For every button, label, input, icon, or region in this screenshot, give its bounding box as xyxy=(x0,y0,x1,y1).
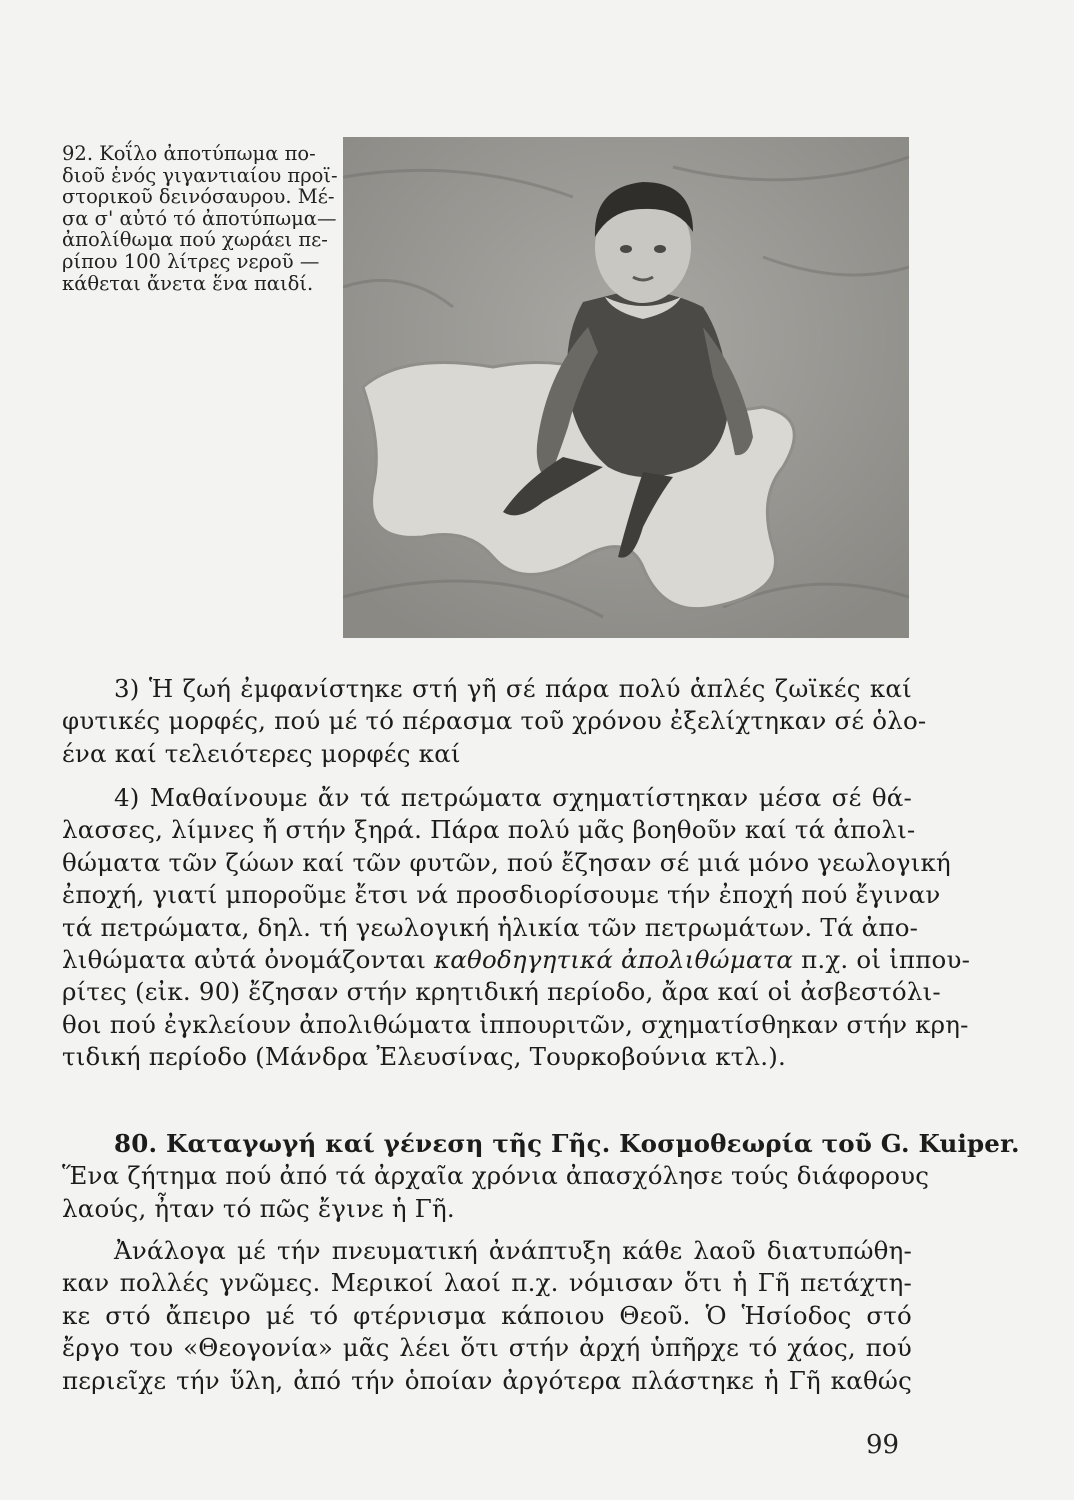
caption-line: ρίπου 100 λίτρες νεροῦ — xyxy=(62,249,320,273)
section-heading: 80. Καταγωγή καί γένεση τῆς Γῆς. Κοσμοθεωρία τοῦ G. Kuiper. xyxy=(114,1129,1020,1158)
text-line: Ἀνάλογα μέ τήν πνευματική ἀνάπτυξη κάθε λαοῦ διατυπώθη- xyxy=(114,1236,912,1265)
text-line: ένα καί τελειότερες μορφές καί xyxy=(62,738,461,768)
text-line: λασσες, λίμνες ἤ στήν ξηρά. Πάρα πολύ μᾶς βοηθοῦν καί τά ἀπολι- xyxy=(62,815,916,845)
caption-line: κάθεται ἄνετα ἕνα παιδί. xyxy=(62,271,314,295)
text-line: ἔργο του «Θεογονία» μᾶς λέει ὅτι στήν ἀρχή ὑπῆρχε τό χάος, πού xyxy=(62,1333,912,1363)
text-line: θοι πού ἐγκλείουν ἀπολιθώματα ἱππουριτῶν, σχηματίσθηκαν στήν κρη- xyxy=(62,1009,969,1039)
caption-line: διοῦ ἑνός γιγαντιαίου προϊ- xyxy=(62,163,338,187)
text-line: ρίτες (εἰκ. 90) ἔζησαν στήν κρητιδική περίοδο, ἄρα καί οἱ ἀσβεστόλι- xyxy=(62,977,941,1007)
section-80 xyxy=(62,1128,1020,1225)
paragraph-4 xyxy=(62,782,971,1074)
text-line: 3) Ἡ ζωή ἐμφανίστηκε στή γῆ σέ πάρα πολύ ἁπλές ζωϊκές καί xyxy=(114,674,912,703)
caption-line: ἀπολίθωμα πού χωράει πε- xyxy=(62,228,328,252)
caption-line: σα σ' αὐτό τό ἀποτύπωμα— xyxy=(62,206,337,230)
text-line: θώματα τῶν ζώων καί τῶν φυτῶν, πού ἔζησαν σέ μιά μόνο γεωλογική xyxy=(62,847,951,877)
text-line: καν πολλές γνῶμες. Μερικοί λαοί π.χ. νόμισαν ὅτι ἡ Γῆ πετάχτη- xyxy=(62,1268,912,1298)
text-segment: π.χ. οἱ ἱππου- xyxy=(793,945,971,975)
photo-child-in-dinosaur-footprint xyxy=(343,137,909,638)
text-line: τιδική περίοδο (Μάνδρα Ἐλευσίνας, Τουρκοβούνια κτλ.). xyxy=(62,1042,787,1072)
page-number: 99 xyxy=(866,1430,900,1460)
text-line: φυτικές μορφές, πού μέ τό πέρασμα τοῦ χρόνου ἐξελίχτηκαν σέ ὁλο- xyxy=(62,706,927,736)
italic-term: καθοδηγητικά ἀπολιθώματα xyxy=(434,945,794,975)
text-segment: λιθώματα αὐτά ὀνομάζονται xyxy=(62,945,435,975)
text-line: 4) Μαθαίνουμε ἄν τά πετρώματα σχηματίστηκαν μέσα σέ θά- xyxy=(114,783,912,812)
caption-line: 92. Κοΐλο ἀποτύπωμα πο- xyxy=(62,142,316,165)
text-line: τά πετρώματα, δηλ. τή γεωλογική ἡλικία τῶν πετρωμάτων. Τά ἀπο- xyxy=(62,912,919,942)
text-line: ἐποχή, γιατί μποροῦμε ἔτσι νά προσδιορίσουμε τήν ἐποχή πού ἔγιναν xyxy=(62,880,941,910)
text-line: περιεῖχε τήν ὕλη, ἀπό τήν ὁποίαν ἀργότερα πλάστηκε ἡ Γῆ καθώς xyxy=(62,1365,912,1395)
text-line: Ἕνα ζήτημα πού ἀπό τά ἀρχαῖα χρόνια ἀπασχόλησε τούς διάφορους xyxy=(62,1161,930,1191)
text-line xyxy=(62,944,971,976)
figure-caption xyxy=(62,142,338,295)
paragraph-3 xyxy=(62,673,927,770)
caption-line: στορικοῦ δεινόσαυρου. Μέ- xyxy=(62,185,335,209)
text-line: λαούς, ἦταν τό πῶς ἔγινε ἡ Γῆ. xyxy=(62,1193,455,1223)
text-line: κε στό ἄπειρο μέ τό φτέρνισμα κάποιου Θεοῦ. Ὁ Ἡσίοδος στό xyxy=(62,1300,912,1330)
paragraph-5 xyxy=(62,1235,912,1397)
